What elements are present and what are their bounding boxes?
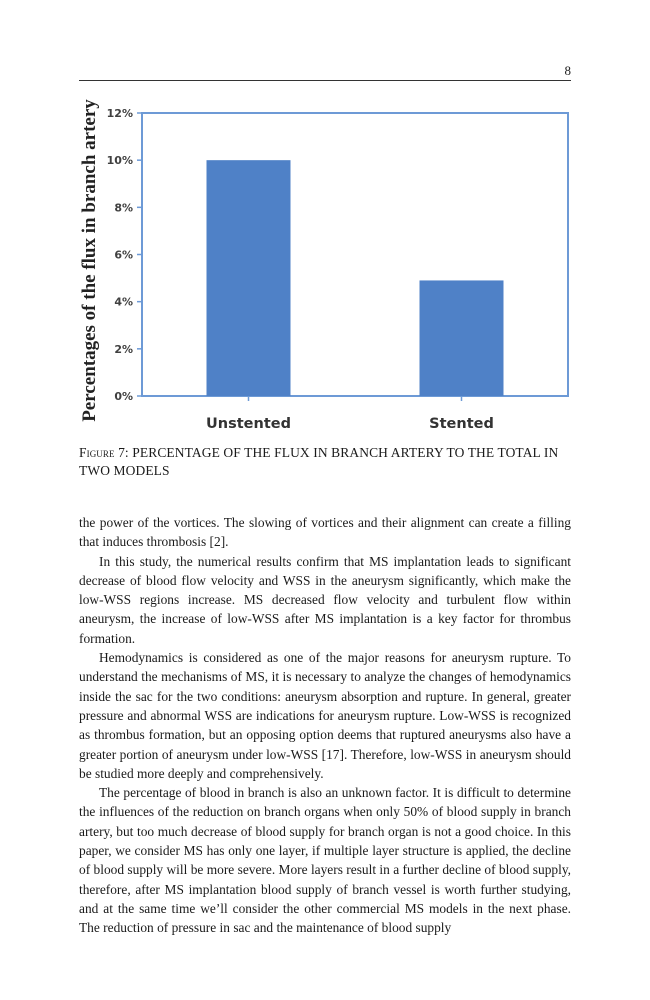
- bar-unstented: [207, 160, 291, 396]
- paragraph: the power of the vortices. The slowing of vortices and their alignment can create a filling that induces thrombosis [2].: [79, 515, 571, 550]
- y-tick-label: 4%: [114, 295, 133, 309]
- bar-stented: [420, 280, 504, 396]
- paragraph: In this study, the numerical results confirm that MS implantation leads to significant decrease of blood flow velocity and WSS in the aneurysm significantly, which make the low-WSS regions increase. MS decreased flow velocity and turbulent flow within aneurysm, the increase of low-WSS after MS implantation is a key factor for thrombus formation.: [79, 553, 571, 646]
- figure-caption-text: PERCENTAGE OF THE FLUX IN BRANCH ARTERY TO THE TOTAL IN TWO MODELS: [79, 445, 559, 478]
- figure-caption: [79, 444, 571, 480]
- body-text: [79, 513, 571, 938]
- paragraph: The percentage of blood in branch is also an unknown factor. It is difficult to determine the influences of the reduction on branch organs when only 50% of blood supply in branch artery, but too much decrease of blood supply for branch organ is not a good choice. In this paper, we consider MS has only one layer, if multiple layer structure is applied, the decline of blood supply will be more severe. More layers result in a further decline of blood supply, therefore, after MS implantation blood supply of branch vessel is worth further studying, and at the same time we’ll consider the other commercial MS models in the next phase. The reduction of pressure in sac and the maintenance of blood supply: [79, 785, 571, 936]
- paragraph: Hemodynamics is considered as one of the major reasons for aneurysm rupture. To understand the mechanisms of MS, it is necessary to analyze the changes of hemodynamics inside the sac for the two conditions: aneurysm absorption and rupture. In general, greater pressure and abnormal WSS are indications for aneurysm rupture. Low-WSS is recognized as thrombus formation, but an opposing option deems that ruptured aneurysms also have a greater portion of aneurysm under low-WSS [17]. Therefore, low-WSS in aneurysm should be studied more deeply and comprehensively.: [79, 650, 571, 781]
- y-tick-label: 10%: [106, 154, 133, 168]
- plot-frame: [142, 113, 568, 396]
- y-tick-label: 12%: [106, 107, 133, 120]
- bar-chart: [79, 95, 571, 440]
- x-tick-label: Unstented: [206, 416, 291, 432]
- y-tick-label: 8%: [114, 201, 133, 215]
- x-tick-label: Stented: [429, 416, 494, 432]
- y-tick-label: 2%: [114, 342, 133, 356]
- figure-caption-label: Figure 7:: [79, 445, 129, 460]
- y-axis-label: Percentages of the flux in branch artery: [79, 99, 100, 422]
- y-tick-label: 0%: [114, 390, 133, 403]
- figure-7: [79, 95, 571, 440]
- header-rule: [79, 80, 571, 81]
- page-number: 8: [564, 63, 571, 78]
- y-tick-label: 6%: [114, 248, 133, 262]
